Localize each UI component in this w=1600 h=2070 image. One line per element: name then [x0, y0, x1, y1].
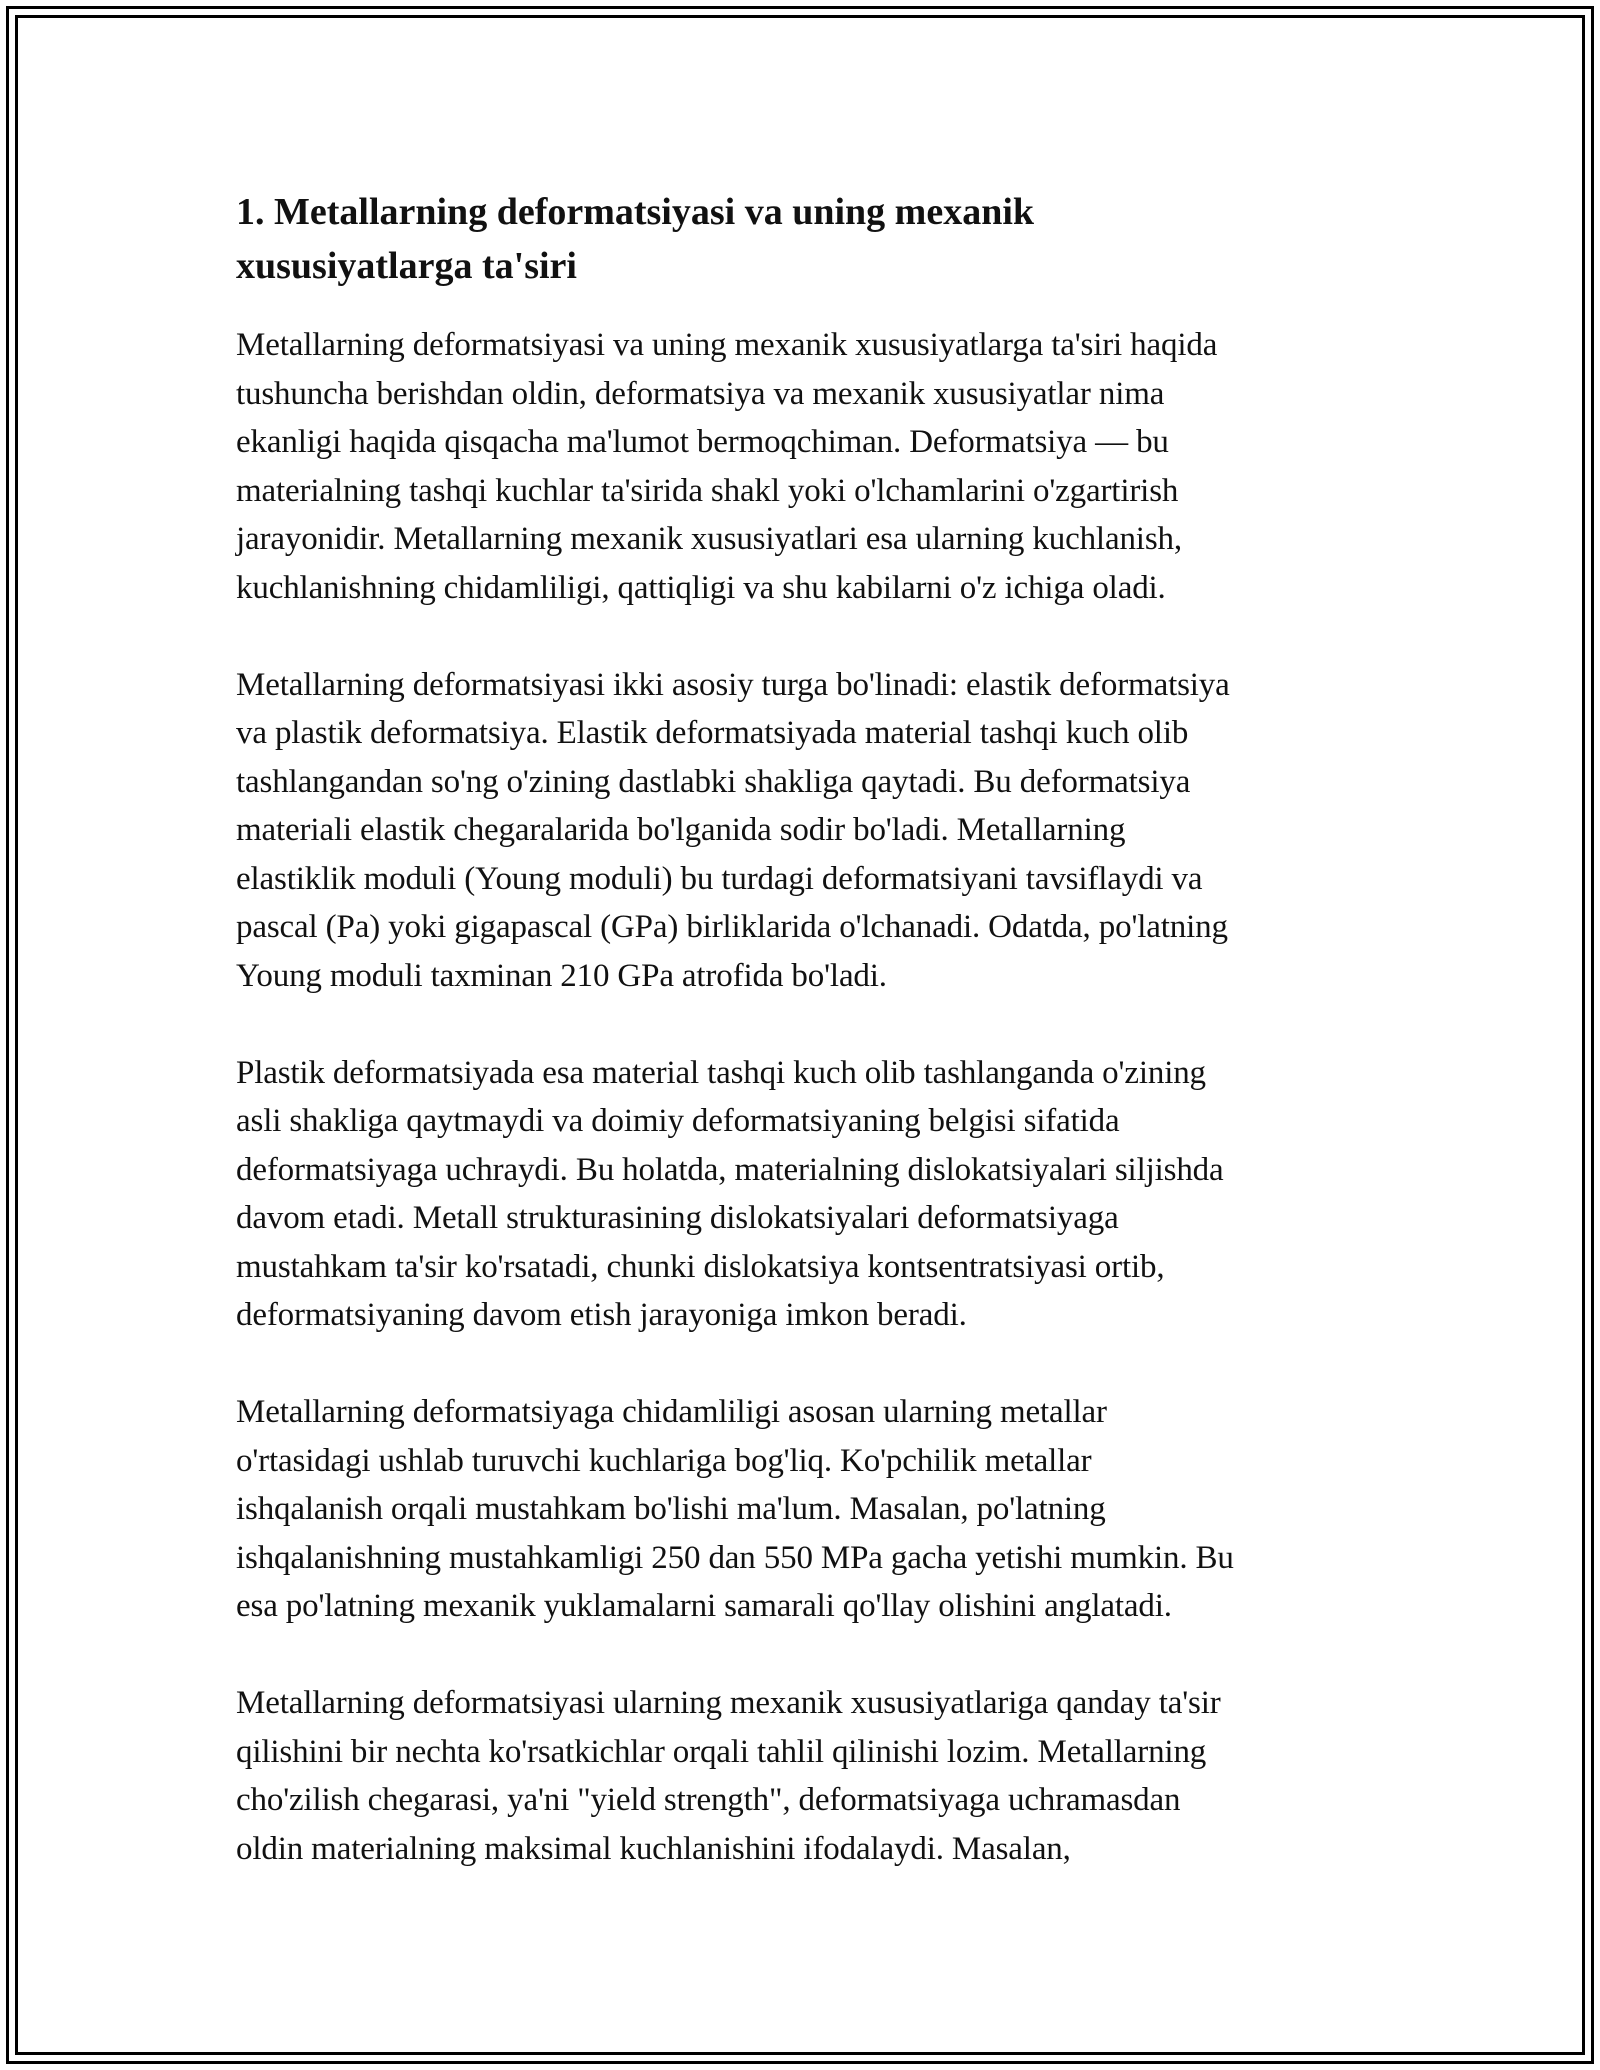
heading-line: 1. Metallarning deformatsiyasi va uning mexanik	[236, 191, 1035, 233]
text-line: materialning tashqi kuchlar ta'sirida shakl yoki o'lchamlarini o'zgartirish	[236, 472, 1179, 509]
text-line: materiali elastik chegaralarida bo'lganida sodir bo'ladi. Metallarning	[236, 812, 1126, 848]
text-line: tashlangandan so'ng o'zining dastlabki shakliga qaytadi. Bu deformatsiya	[236, 763, 1191, 800]
text-line: Young moduli taxminan 210 GPa atrofida bo'ladi.	[236, 957, 887, 994]
text-line: Metallarning deformatsiyaga chidamliligi asosan ularning metallar	[236, 1394, 1107, 1430]
text-line: Metallarning deformatsiyasi ularning mexanik xususiyatlariga qanday ta'sir	[236, 1685, 1221, 1721]
paragraph	[236, 661, 1366, 1001]
text-line: deformatsiyaga uchraydi. Bu holatda, materialning dislokatsiyalari siljishda	[236, 1151, 1224, 1188]
text-line: mustahkam ta'sir ko'rsatadi, chunki dislokatsiya kontsentratsiyasi ortib,	[236, 1248, 1165, 1285]
text-line: ishqalanish orqali mustahkam bo'lishi ma'lum. Masalan, po'latning	[236, 1491, 1106, 1527]
text-line: Plastik deformatsiyada esa material tashqi kuch olib tashlanganda o'zining	[236, 1054, 1206, 1091]
text-line: Metallarning deformatsiyasi ikki asosiy turga bo'linadi: elastik deformatsiya	[236, 666, 1230, 703]
text-line: jarayonidir. Metallarning mexanik xususiyatlari esa ularning kuchlanish,	[236, 521, 1182, 557]
text-line: elastiklik moduli (Young moduli) bu turdagi deformatsiyani tavsiflaydi va	[236, 860, 1203, 897]
paragraph	[236, 321, 1366, 612]
text-line: ekanligi haqida qisqacha ma'lumot bermoqchiman. Deformatsiya — bu	[236, 424, 1169, 460]
heading-line: xususiyatlarga ta'siri	[236, 245, 577, 287]
text-line: esa po'latning mexanik yuklamalarni samarali qo'llay olishini anglatadi.	[236, 1588, 1172, 1624]
text-line: cho'zilish chegarasi, ya'ni "yield strength", deformatsiyaga uchramasdan	[236, 1782, 1181, 1818]
text-line: ishqalanishning mustahkamligi 250 dan 550 MPa gacha yetishi mumkin. Bu	[236, 1539, 1234, 1576]
text-line: deformatsiyaning davom etish jarayoniga imkon beradi.	[236, 1297, 967, 1333]
text-line: va plastik deformatsiya. Elastik deformatsiyada material tashqi kuch olib	[236, 715, 1189, 751]
text-line: pascal (Pa) yoki gigapascal (GPa) birliklarida o'lchanadi. Odatda, po'latning	[236, 909, 1228, 945]
text-line: tushuncha berishdan oldin, deformatsiya va mexanik xususiyatlar nima	[236, 375, 1165, 412]
section-heading	[236, 185, 1366, 293]
paragraph	[236, 1679, 1366, 1873]
text-line: oldin materialning maksimal kuchlanishini ifodalaydi. Masalan,	[236, 1830, 1071, 1867]
text-line: kuchlanishning chidamliligi, qattiqligi va shu kabilarni o'z ichiga oladi.	[236, 569, 1166, 606]
text-line: o'rtasidagi ushlab turuvchi kuchlariga bog'liq. Ko'pchilik metallar	[236, 1442, 1092, 1479]
text-line: asli shakliga qaytmaydi va doimiy deformatsiyaning belgisi sifatida	[236, 1103, 1120, 1139]
text-line: Metallarning deformatsiyasi va uning mexanik xususiyatlarga ta'siri haqida	[236, 327, 1218, 363]
paragraph	[236, 1388, 1366, 1631]
paragraph	[236, 1049, 1366, 1340]
text-line: davom etadi. Metall strukturasining dislokatsiyalari deformatsiyaga	[236, 1200, 1119, 1236]
text-line: qilishini bir nechta ko'rsatkichlar orqali tahlil qilinishi lozim. Metallarning	[236, 1733, 1207, 1770]
document-body	[236, 185, 1366, 1873]
